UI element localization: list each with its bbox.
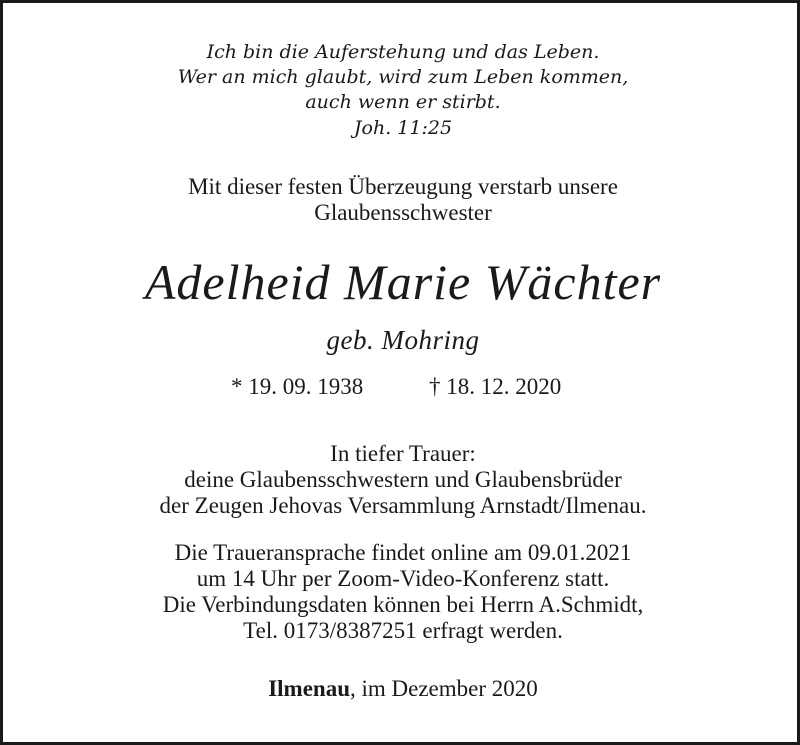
verse-line-3: auch wenn er stirbt. <box>305 91 501 113</box>
verse-reference: Joh. 11:25 <box>353 117 453 139</box>
verse-line-2: Wer an mich glaubt, wird zum Leben kommen, <box>177 66 629 88</box>
closing-line <box>3 676 800 702</box>
birth-date: * 19. 09. 1938 <box>231 374 364 399</box>
intro-line-2: Glaubensschwester <box>314 200 492 225</box>
service-line-3: Die Verbindungsdaten können bei Herrn A.Schmidt, <box>162 592 644 617</box>
deceased-name: Adelheid Marie Wächter <box>144 254 662 310</box>
mourners-line-1: In tiefer Trauer: <box>330 441 476 466</box>
closing-place: Ilmenau <box>268 676 350 701</box>
mourners-line-3: der Zeugen Jehovas Versammlung Arnstadt/Ilmenau. <box>159 493 647 518</box>
service-line-4: Tel. 0173/8387251 erfragt werden. <box>243 618 563 643</box>
mourners-line-2: deine Glaubensschwestern und Glaubensbrüder <box>184 467 622 492</box>
closing-date: , im Dezember 2020 <box>350 676 538 701</box>
service-line-2: um 14 Uhr per Zoom-Video-Konferenz statt. <box>196 566 610 591</box>
service-line-1: Die Traueransprache findet online am 09.01.2021 <box>174 540 632 565</box>
verse-line-1: Ich bin die Auferstehung und das Leben. <box>206 41 600 63</box>
life-dates <box>3 373 800 401</box>
death-date: † 18. 12. 2020 <box>429 374 562 399</box>
maiden-name: geb. Mohring <box>326 325 480 355</box>
intro-line-1: Mit dieser festen Überzeugung verstarb unsere <box>188 174 618 199</box>
